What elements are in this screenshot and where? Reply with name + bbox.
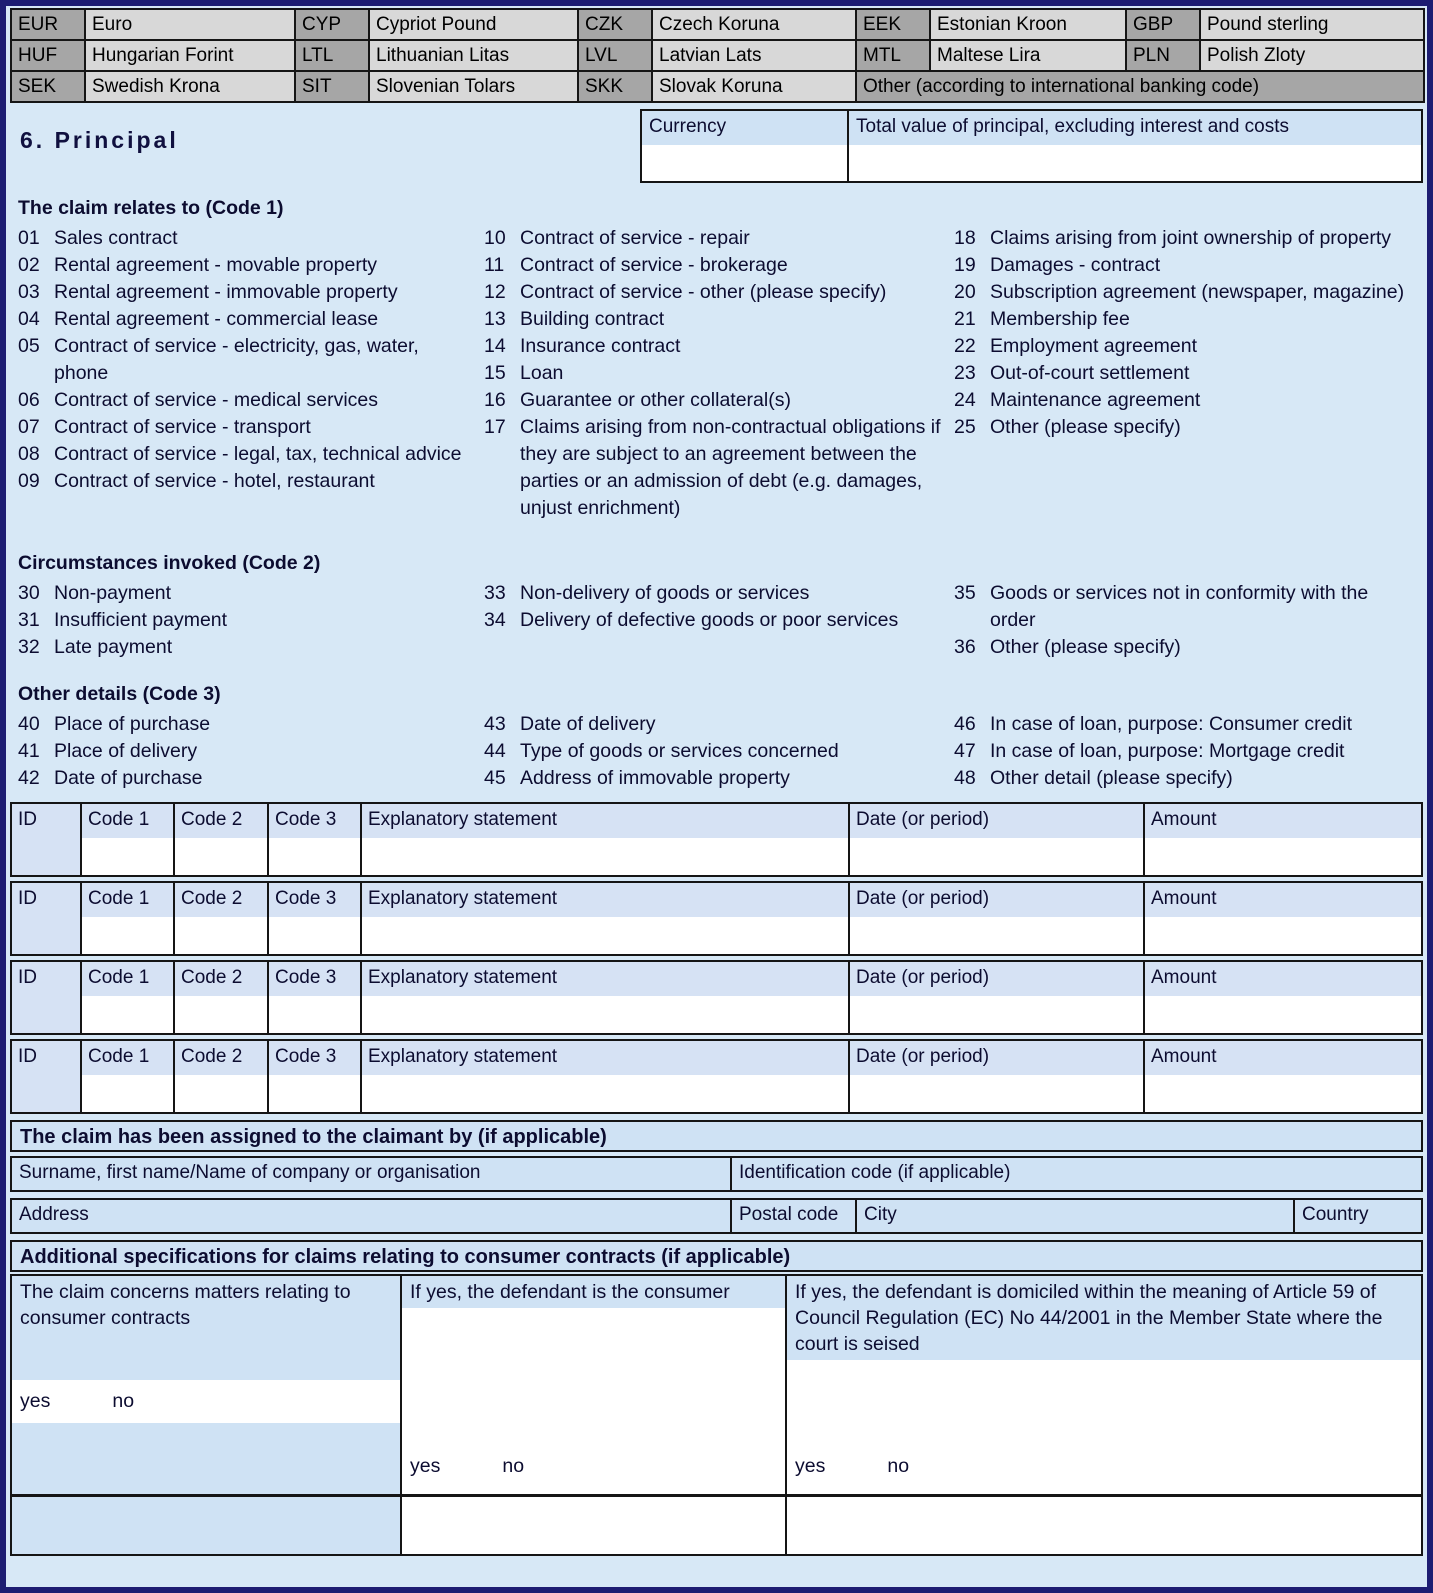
code-item-number: 31 bbox=[18, 609, 40, 631]
code-item-number: 10 bbox=[484, 227, 506, 249]
code-item-number: 03 bbox=[18, 281, 40, 303]
date-input[interactable] bbox=[850, 917, 1143, 954]
code-item-number: 21 bbox=[954, 308, 976, 330]
surname-cell bbox=[12, 1158, 730, 1190]
code2-header: Code 2 bbox=[175, 962, 267, 996]
code-item-text: Other (please specify) bbox=[990, 636, 1181, 658]
code-item-text: Contract of service - other (please specify) bbox=[520, 281, 887, 303]
city-label: City bbox=[857, 1200, 1293, 1232]
code2-input[interactable] bbox=[175, 1075, 267, 1112]
domicile-label: If yes, the defendant is domiciled within the meaning of Article 59 of Council Regulation (EC) No 44/2001 in the Member State where the court is seised bbox=[787, 1276, 1421, 1360]
filler bbox=[787, 1360, 1421, 1445]
currency-name-cell: Czech Koruna bbox=[653, 10, 857, 41]
code-item[interactable] bbox=[954, 765, 1419, 792]
code-item-number: 01 bbox=[18, 227, 40, 249]
code-item-number: 19 bbox=[954, 254, 976, 276]
currency-code-cell: EUR bbox=[12, 10, 86, 41]
code-item-number: 11 bbox=[484, 254, 505, 276]
code2-column bbox=[175, 962, 269, 1033]
code-item-text: Rental agreement - immovable property bbox=[54, 281, 398, 303]
code-item-number: 30 bbox=[18, 582, 40, 604]
code-item-number: 16 bbox=[484, 389, 506, 411]
code2-column-2 bbox=[484, 580, 944, 661]
code-item-number: 44 bbox=[484, 740, 506, 762]
assignment-name-row bbox=[10, 1156, 1423, 1192]
code2-header: Code 2 bbox=[175, 1041, 267, 1075]
code1-column-2 bbox=[484, 225, 944, 522]
currency-name-cell: Swedish Krona bbox=[86, 72, 296, 103]
explanatory-column bbox=[362, 962, 850, 1033]
currency-code-cell: GBP bbox=[1127, 10, 1201, 41]
code-item[interactable] bbox=[18, 387, 474, 414]
code2-header: Code 2 bbox=[175, 804, 267, 838]
date-header: Date (or period) bbox=[850, 1041, 1143, 1075]
code-item-number: 14 bbox=[484, 335, 506, 357]
explanatory-column bbox=[362, 883, 850, 954]
id-cell[interactable]: ID bbox=[12, 1041, 82, 1112]
code1-column bbox=[82, 883, 175, 954]
code-item[interactable] bbox=[954, 225, 1419, 252]
code-item[interactable] bbox=[954, 387, 1419, 414]
code-item-number: 22 bbox=[954, 335, 976, 357]
explanatory-header: Explanatory statement bbox=[362, 1041, 848, 1075]
code1-list bbox=[10, 225, 1423, 522]
code-item-number: 24 bbox=[954, 389, 976, 411]
code-item-text: Maintenance agreement bbox=[990, 389, 1201, 411]
code2-column-1 bbox=[18, 580, 474, 661]
section-title: 6. Principal bbox=[20, 127, 179, 153]
code1-input[interactable] bbox=[82, 917, 173, 954]
code-item[interactable] bbox=[484, 333, 944, 360]
code-item-number: 02 bbox=[18, 254, 40, 276]
amount-header: Amount bbox=[1145, 804, 1421, 838]
date-column bbox=[850, 962, 1145, 1033]
code-item-text: In case of loan, purpose: Consumer credit bbox=[990, 713, 1353, 735]
code3-header: Code 3 bbox=[269, 883, 360, 917]
code2-header: Code 2 bbox=[175, 883, 267, 917]
currency-code-cell: EEK bbox=[857, 10, 931, 41]
currency-name-cell: Slovak Koruna bbox=[653, 72, 857, 103]
code-item-number: 48 bbox=[954, 767, 976, 789]
postal-code-cell bbox=[730, 1200, 855, 1232]
amount-column bbox=[1145, 804, 1421, 875]
code-item-number: 08 bbox=[18, 443, 40, 465]
code-item[interactable] bbox=[18, 306, 474, 333]
explanatory-input[interactable] bbox=[362, 1075, 848, 1112]
currency-code-cell: SIT bbox=[296, 72, 370, 103]
code3-header: Code 3 bbox=[269, 804, 360, 838]
code-item-number: 32 bbox=[18, 636, 40, 658]
country-cell bbox=[1293, 1200, 1421, 1232]
currency-input[interactable] bbox=[642, 145, 847, 181]
code-item-text: Date of delivery bbox=[520, 713, 656, 735]
address-cell bbox=[12, 1200, 730, 1232]
code-item[interactable] bbox=[954, 279, 1419, 306]
consumer-bottom-middle-input[interactable] bbox=[402, 1494, 787, 1554]
consumer-claim-label: The claim concerns matters relating to consumer contracts bbox=[12, 1276, 400, 1360]
code2-input[interactable] bbox=[175, 838, 267, 875]
code3-header: Code 3 bbox=[269, 1041, 360, 1075]
currency-name-cell: Latvian Lats bbox=[653, 41, 857, 72]
filler bbox=[12, 1423, 400, 1494]
code-item-text: Contract of service - brokerage bbox=[520, 254, 788, 276]
code-item-text: Other (please specify) bbox=[990, 416, 1181, 438]
defendant-consumer-label: If yes, the defendant is the consumer bbox=[402, 1276, 785, 1308]
code-item-text: Sales contract bbox=[54, 227, 178, 249]
code-item-text: Contract of service - legal, tax, technical advice bbox=[54, 443, 462, 465]
code-item[interactable] bbox=[484, 252, 944, 279]
consumer-claim-cell bbox=[12, 1276, 402, 1494]
total-value-input[interactable] bbox=[849, 145, 1421, 181]
code-item-number: 18 bbox=[954, 227, 976, 249]
code-item-number: 33 bbox=[484, 582, 506, 604]
domicile-no-option[interactable]: no bbox=[887, 1455, 910, 1477]
currency-code-cell: HUF bbox=[12, 41, 86, 72]
code-item-text: In case of loan, purpose: Mortgage credit bbox=[990, 740, 1345, 762]
code1-input[interactable] bbox=[82, 1075, 173, 1112]
consumer-bottom-right-input[interactable] bbox=[787, 1494, 1421, 1554]
defendant-consumer-yes-option[interactable]: yes bbox=[410, 1455, 441, 1477]
code-item-number: 05 bbox=[18, 335, 40, 357]
currency-name-cell: Pound sterling bbox=[1201, 10, 1425, 41]
code-item-text: Employment agreement bbox=[990, 335, 1198, 357]
consumer-heading-bar: Additional specifications for claims relating to consumer contracts (if applicable) bbox=[10, 1240, 1423, 1272]
currency-name-cell: Euro bbox=[86, 10, 296, 41]
city-cell bbox=[855, 1200, 1293, 1232]
amount-column bbox=[1145, 1041, 1421, 1112]
code3-input[interactable] bbox=[269, 917, 360, 954]
id-cell[interactable]: ID bbox=[12, 883, 82, 954]
currency-code-cell: CZK bbox=[579, 10, 653, 41]
code-item-number: 25 bbox=[954, 416, 976, 438]
amount-header: Amount bbox=[1145, 883, 1421, 917]
code-item-number: 13 bbox=[484, 308, 506, 330]
amount-input[interactable] bbox=[1145, 996, 1421, 1033]
code3-column bbox=[269, 883, 362, 954]
code-item-number: 45 bbox=[484, 767, 506, 789]
code1-header: Code 1 bbox=[82, 883, 173, 917]
code3-column-1 bbox=[18, 711, 474, 792]
code-item[interactable] bbox=[484, 711, 944, 738]
code-item-text: Insurance contract bbox=[520, 335, 681, 357]
code-item[interactable] bbox=[484, 306, 944, 333]
date-column bbox=[850, 804, 1145, 875]
explanatory-header: Explanatory statement bbox=[362, 883, 848, 917]
code-item-text: Loan bbox=[520, 362, 564, 384]
claims-table-row bbox=[10, 1039, 1423, 1114]
currency-code-cell: LVL bbox=[579, 41, 653, 72]
code3-column bbox=[269, 962, 362, 1033]
code-item-number: 06 bbox=[18, 389, 40, 411]
code3-input[interactable] bbox=[269, 996, 360, 1033]
code-item[interactable] bbox=[484, 279, 944, 306]
total-value-label: Total value of principal, excluding interest and costs bbox=[849, 111, 1421, 145]
code-item-text: Claims arising from non-contractual obligations if they are subject to an agreement between the parties or an admission of debt (e.g. damages, unjust enrichment) bbox=[520, 416, 941, 519]
code-item[interactable] bbox=[484, 738, 944, 765]
code-item-text: Damages - contract bbox=[990, 254, 1161, 276]
code-item-text: Delivery of defective goods or poor services bbox=[520, 609, 899, 631]
code-item-text: Building contract bbox=[520, 308, 665, 330]
code-item[interactable] bbox=[484, 580, 944, 607]
domicile-yesno bbox=[787, 1445, 1421, 1494]
currency-name-cell: Polish Zloty bbox=[1201, 41, 1425, 72]
code-item-number: 23 bbox=[954, 362, 976, 384]
id-cell[interactable]: ID bbox=[12, 962, 82, 1033]
code1-header: Code 1 bbox=[82, 962, 173, 996]
code-item-text: Claims arising from joint ownership of property bbox=[990, 227, 1391, 249]
amount-input[interactable] bbox=[1145, 1075, 1421, 1112]
code3-column bbox=[269, 1041, 362, 1112]
code2-list bbox=[10, 580, 1423, 661]
identification-label: Identification code (if applicable) bbox=[732, 1158, 1421, 1190]
code-item-number: 46 bbox=[954, 713, 976, 735]
code1-header: Code 1 bbox=[82, 804, 173, 838]
code2-input[interactable] bbox=[175, 996, 267, 1033]
assignment-heading-bar: The claim has been assigned to the claimant by (if applicable) bbox=[10, 1120, 1423, 1152]
code-item-number: 04 bbox=[18, 308, 40, 330]
date-column bbox=[850, 1041, 1145, 1112]
amount-input[interactable] bbox=[1145, 917, 1421, 954]
amount-input[interactable] bbox=[1145, 838, 1421, 875]
code-item-number: 43 bbox=[484, 713, 506, 735]
consumer-claim-yes-option[interactable]: yes bbox=[20, 1390, 51, 1412]
code-item[interactable] bbox=[18, 252, 474, 279]
code-item-text: Date of purchase bbox=[54, 767, 203, 789]
code-item-text: Rental agreement - movable property bbox=[54, 254, 377, 276]
amount-header: Amount bbox=[1145, 1041, 1421, 1075]
claims-table-row bbox=[10, 802, 1423, 877]
code-item-text: Contract of service - transport bbox=[54, 416, 311, 438]
code-item[interactable] bbox=[484, 414, 944, 522]
principal-header-zone bbox=[10, 103, 1423, 195]
filler bbox=[402, 1308, 785, 1445]
explanatory-input[interactable] bbox=[362, 917, 848, 954]
id-cell[interactable]: ID bbox=[12, 804, 82, 875]
code3-input[interactable] bbox=[269, 838, 360, 875]
currency-name-cell: Lithuanian Litas bbox=[370, 41, 579, 72]
code-item[interactable] bbox=[18, 333, 474, 387]
code-item-text: Other detail (please specify) bbox=[990, 767, 1233, 789]
code3-column-2 bbox=[484, 711, 944, 792]
currency-name-cell: Slovenian Tolars bbox=[370, 72, 579, 103]
code3-header: Code 3 bbox=[269, 962, 360, 996]
code-item-text: Membership fee bbox=[990, 308, 1130, 330]
code-item-number: 20 bbox=[954, 281, 976, 303]
claims-table bbox=[10, 802, 1423, 1114]
code-item[interactable] bbox=[18, 279, 474, 306]
currency-name-cell: Hungarian Forint bbox=[86, 41, 296, 72]
code-item[interactable] bbox=[484, 360, 944, 387]
code1-column-1 bbox=[18, 225, 474, 522]
amount-column bbox=[1145, 962, 1421, 1033]
explanatory-header: Explanatory statement bbox=[362, 962, 848, 996]
surname-label: Surname, first name/Name of company or organisation bbox=[12, 1158, 730, 1190]
code-item-text: Insufficient payment bbox=[54, 609, 228, 631]
code1-heading: The claim relates to (Code 1) bbox=[18, 197, 284, 219]
code-item-text: Rental agreement - commercial lease bbox=[54, 308, 379, 330]
code-item-text: Late payment bbox=[54, 636, 173, 658]
code-item-text: Contract of service - medical services bbox=[54, 389, 379, 411]
code-item[interactable] bbox=[954, 306, 1419, 333]
explanatory-column bbox=[362, 804, 850, 875]
code1-column bbox=[82, 1041, 175, 1112]
date-input[interactable] bbox=[850, 1075, 1143, 1112]
code-item[interactable] bbox=[954, 634, 1419, 661]
currency-name-cell: Maltese Lira bbox=[931, 41, 1127, 72]
code-item-text: Address of immovable property bbox=[520, 767, 790, 789]
code-item-number: 07 bbox=[18, 416, 40, 438]
address-label: Address bbox=[12, 1200, 730, 1232]
postal-code-label: Postal code bbox=[732, 1200, 855, 1232]
code2-column bbox=[175, 883, 269, 954]
consumer-claim-no-option[interactable]: no bbox=[112, 1390, 135, 1412]
code-item-number: 17 bbox=[484, 416, 506, 438]
code-item[interactable] bbox=[18, 765, 474, 792]
code-item-number: 35 bbox=[954, 582, 976, 604]
date-column bbox=[850, 883, 1145, 954]
code-item[interactable] bbox=[18, 580, 474, 607]
code-item-number: 12 bbox=[484, 281, 506, 303]
code2-input[interactable] bbox=[175, 917, 267, 954]
currency-column bbox=[642, 111, 847, 181]
code3-input[interactable] bbox=[269, 1075, 360, 1112]
code-item-number: 42 bbox=[18, 767, 40, 789]
code1-input[interactable] bbox=[82, 838, 173, 875]
code1-column-3 bbox=[954, 225, 1419, 522]
spacer bbox=[12, 1360, 400, 1380]
code2-column bbox=[175, 1041, 269, 1112]
code3-list bbox=[10, 711, 1423, 792]
currency-name-cell: Cypriot Pound bbox=[370, 10, 579, 41]
explanatory-header: Explanatory statement bbox=[362, 804, 848, 838]
currency-code-cell: MTL bbox=[857, 41, 931, 72]
code-item[interactable] bbox=[954, 414, 1419, 441]
currency-other-cell: Other (according to international banking code) bbox=[857, 72, 1425, 103]
claims-table-row bbox=[10, 881, 1423, 956]
currency-code-cell: SEK bbox=[12, 72, 86, 103]
code-item[interactable] bbox=[484, 607, 944, 634]
date-header: Date (or period) bbox=[850, 883, 1143, 917]
consumer-bottom-left[interactable] bbox=[12, 1494, 402, 1554]
principal-table bbox=[640, 109, 1423, 183]
code-item-number: 15 bbox=[484, 362, 506, 384]
consumer-table bbox=[10, 1274, 1423, 1556]
currency-code-cell: LTL bbox=[296, 41, 370, 72]
assignment-address-row bbox=[10, 1198, 1423, 1234]
code2-column bbox=[175, 804, 269, 875]
domicile-yes-option[interactable]: yes bbox=[795, 1455, 826, 1477]
explanatory-input[interactable] bbox=[362, 996, 848, 1033]
code-item[interactable] bbox=[18, 738, 474, 765]
code-item[interactable] bbox=[18, 414, 474, 441]
code-item-text: Guarantee or other collateral(s) bbox=[520, 389, 791, 411]
currency-code-cell: PLN bbox=[1127, 41, 1201, 72]
code-item-text: Out-of-court settlement bbox=[990, 362, 1190, 384]
code3-heading: Other details (Code 3) bbox=[18, 683, 221, 705]
code-item[interactable] bbox=[18, 634, 474, 661]
defendant-consumer-no-option[interactable]: no bbox=[502, 1455, 525, 1477]
code-item[interactable] bbox=[954, 333, 1419, 360]
currency-name-cell: Estonian Kroon bbox=[931, 10, 1127, 41]
code-item-text: Contract of service - electricity, gas, water, phone bbox=[54, 335, 419, 384]
code-item[interactable] bbox=[954, 360, 1419, 387]
code-item-number: 47 bbox=[954, 740, 976, 762]
date-input[interactable] bbox=[850, 838, 1143, 875]
domicile-cell bbox=[787, 1276, 1421, 1494]
code-item[interactable] bbox=[18, 441, 474, 468]
code-item-text: Place of delivery bbox=[54, 740, 198, 762]
code1-column bbox=[82, 962, 175, 1033]
code-item-number: 34 bbox=[484, 609, 506, 631]
code-item-text: Place of purchase bbox=[54, 713, 211, 735]
code-item-text: Contract of service - hotel, restaurant bbox=[54, 470, 375, 492]
code-item[interactable] bbox=[954, 711, 1419, 738]
code3-column bbox=[269, 804, 362, 875]
code-item[interactable] bbox=[18, 607, 474, 634]
currency-code-cell: SKK bbox=[579, 72, 653, 103]
code-item[interactable] bbox=[484, 225, 944, 252]
code-item[interactable] bbox=[18, 711, 474, 738]
code2-heading: Circumstances invoked (Code 2) bbox=[18, 552, 321, 574]
country-label: Country bbox=[1295, 1200, 1421, 1232]
claims-table-row bbox=[10, 960, 1423, 1035]
code-item[interactable] bbox=[18, 225, 474, 252]
code-item-text: Contract of service - repair bbox=[520, 227, 750, 249]
code-item-text: Non-payment bbox=[54, 582, 172, 604]
code-item[interactable] bbox=[954, 252, 1419, 279]
code-item[interactable] bbox=[484, 387, 944, 414]
code-item-number: 41 bbox=[18, 740, 40, 762]
explanatory-input[interactable] bbox=[362, 838, 848, 875]
defendant-consumer-yesno bbox=[402, 1445, 785, 1494]
code-item-text: Non-delivery of goods or services bbox=[520, 582, 810, 604]
code2-column-3 bbox=[954, 580, 1419, 661]
code-item-text: Goods or services not in conformity with the order bbox=[990, 582, 1369, 631]
defendant-consumer-cell bbox=[402, 1276, 787, 1494]
code1-input[interactable] bbox=[82, 996, 173, 1033]
currency-label: Currency bbox=[642, 111, 847, 145]
currency-codes-table bbox=[10, 8, 1425, 103]
amount-column bbox=[1145, 883, 1421, 954]
consumer-claim-yesno bbox=[12, 1380, 400, 1423]
code1-header: Code 1 bbox=[82, 1041, 173, 1075]
date-header: Date (or period) bbox=[850, 804, 1143, 838]
identification-cell bbox=[730, 1158, 1421, 1190]
date-input[interactable] bbox=[850, 996, 1143, 1033]
code-item[interactable] bbox=[18, 468, 474, 495]
amount-header: Amount bbox=[1145, 962, 1421, 996]
currency-code-cell: CYP bbox=[296, 10, 370, 41]
code-item-text: Type of goods or services concerned bbox=[520, 740, 839, 762]
total-value-column bbox=[847, 111, 1421, 181]
code-item[interactable] bbox=[954, 580, 1419, 634]
date-header: Date (or period) bbox=[850, 962, 1143, 996]
code-item[interactable] bbox=[954, 738, 1419, 765]
code-item[interactable] bbox=[484, 765, 944, 792]
code-item-number: 40 bbox=[18, 713, 40, 735]
code-item-number: 36 bbox=[954, 636, 976, 658]
code-item-text: Subscription agreement (newspaper, magazine) bbox=[990, 281, 1405, 303]
codes-section bbox=[10, 197, 1423, 792]
explanatory-column bbox=[362, 1041, 850, 1112]
code3-column-3 bbox=[954, 711, 1419, 792]
code1-column bbox=[82, 804, 175, 875]
code-item-number: 09 bbox=[18, 470, 40, 492]
